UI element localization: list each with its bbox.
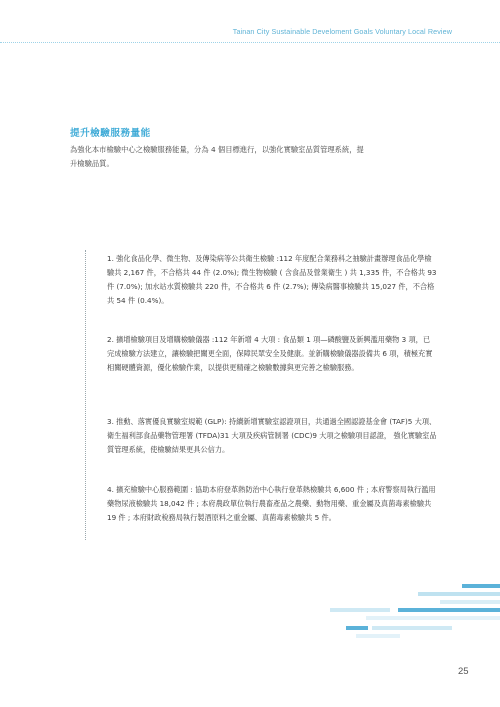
list-item-2: 2. 擴增檢驗項目及增購檢驗儀器 :112 年新增 4 大項 : 食品類 1 項—磷酸鹽及新興濫用藥物 3 項，已完成檢驗方法建立，讓檢驗把關更全面，保障民眾安全及健康。並新購檢驗儀器設備共 6 項，積極充實相關硬體資源，優化檢驗作業，以提供更精確之檢驗數據與更完善之檢驗服務。: [107, 335, 433, 372]
decorative-bar: [398, 608, 500, 612]
list-dotted-rail: [85, 250, 86, 540]
decorative-bar: [440, 600, 500, 604]
decorative-bar: [372, 626, 452, 630]
page-number: 25: [458, 666, 469, 677]
list-item-1: 1. 強化食品化學、微生物、及傳染病等公共衛生檢驗 :112 年度配合業務科之抽驗計畫辦理食品化學檢驗共 2,167 件，不合格共 44 件 (2.0%); 微生物檢驗 ( 含食品及營業衛生 ) 共 1,335 件，不合格共 93 件 (7.0%); 加水站水質檢驗共 220 件，不合格共 6 件 (2.7%); 傳染病醫事檢驗共 15,027 件，不合格共 54 件 (0.4%)。: [107, 254, 437, 305]
section-title: 提升檢驗服務量能: [70, 128, 151, 139]
running-header: Tainan City Sustainable Develoment Goals Voluntary Local Review: [232, 27, 452, 36]
list-item-4: 4. 擴充檢驗中心服務範圍 : 協助本府登革熱防治中心執行登革熱檢驗共 6,600 件 ; 本府警察局執行濫用藥物尿液檢驗共 18,042 件 ; 本府農政單位執行農畜產品之農藥、動物用藥、重金屬及真菌毒素檢驗共 19 件 ; 本府財政稅務局執行製酒原料之重金屬、真菌毒素檢驗共 5 件。: [107, 485, 436, 522]
decorative-bar: [418, 592, 500, 596]
decorative-bar: [356, 634, 400, 638]
decorative-bar: [346, 626, 368, 630]
header-divider: [0, 42, 500, 43]
decorative-bar: [366, 616, 500, 620]
list-item-3: 3. 推動、落實優良實驗室規範 (GLP): 持續新增實驗室認證項目，共通過全國認證基金會 (TAF)5 大項、衛生福利部食品藥物管理署 (TFDA)31 大項及疾病管制署 (CDC)9 大項之檢驗項目認證， 強化實驗室品質管理系統，使檢驗結果更具公信力。: [107, 417, 437, 454]
decorative-bar: [462, 584, 500, 588]
decorative-bar: [330, 608, 390, 612]
section-intro: 為強化本市檢驗中心之檢驗服務能量，分為 4 個目標進行，以強化實驗室品質管理系統，提升檢驗品質。: [70, 145, 364, 168]
